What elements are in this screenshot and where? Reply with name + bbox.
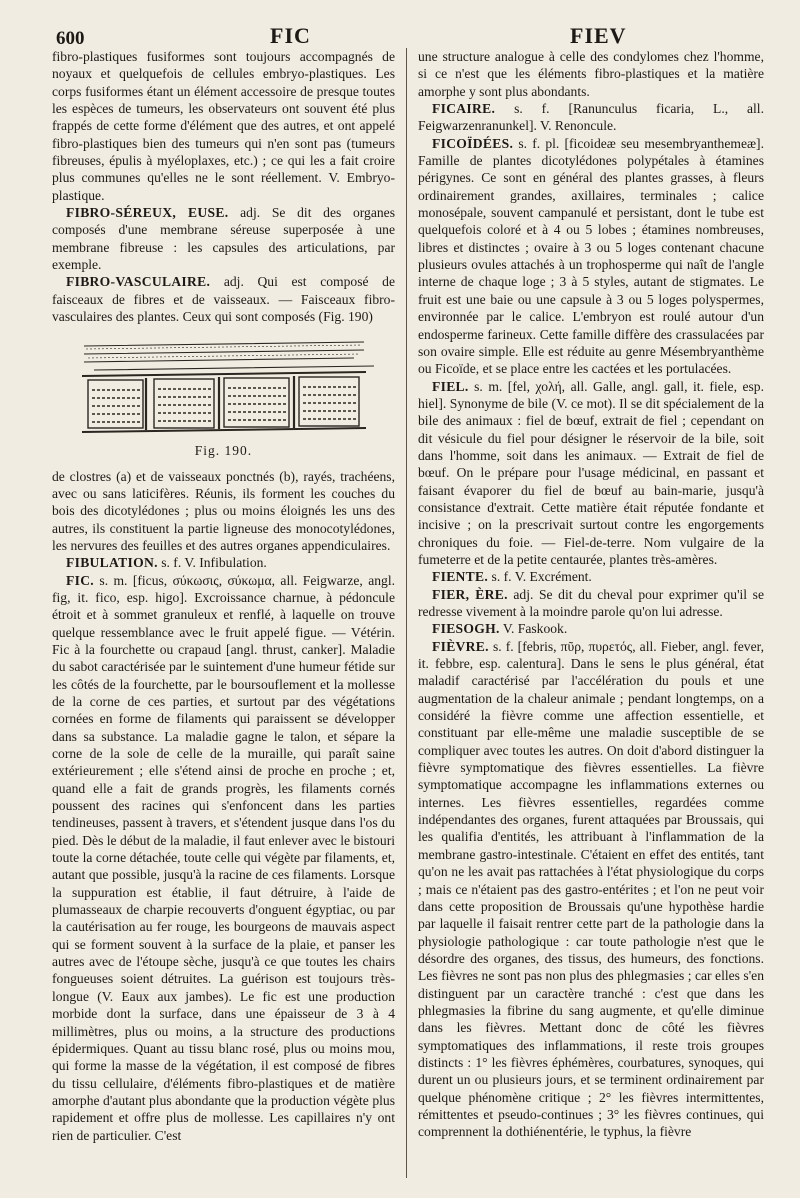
right-column (418, 48, 764, 1184)
right-running-head: FIEV (570, 23, 627, 48)
entry-ficoidees (418, 135, 764, 378)
left-running-head: FIC (270, 23, 311, 48)
figure-190 (52, 332, 395, 464)
entry-fiesogh (418, 620, 764, 637)
page-number: 600 (56, 28, 85, 49)
definition: s. f. V. Excrément. (488, 569, 592, 585)
page-header (50, 22, 760, 50)
fibro-vascular-engraving (74, 332, 374, 440)
headword: FIER, ÈRE. (432, 586, 508, 602)
headword: FIBULATION. (66, 555, 158, 571)
headword: FICAIRE. (432, 101, 496, 117)
definition: adj. Se dit des organes composés d'une membrane séreuse superposée à une membrane fibreuse : les capsules des articulations, par exemple. (52, 205, 395, 273)
entry-fibro-sereux (52, 204, 395, 273)
definition: s. f. pl. [ficoideæ seu mesembryanthemeæ]. Famille de plantes dicotylédones polypétales à étamines périgynes. Ce sont en général des plantes grasses, à fleurs ordinairement grandes, axillaires, terminales ; calice monosépale, souvent campanulé et persistant, dont le tube est quelquefois coloré et à 4 ou 5 lobes ; étamines nombreuses, libres et distinctes ; ovaire à 3 ou 5 loges contenant chacune plusieurs ovules attachés à un trophosperme qui naît de l'angle interne de chaque loge ; 3 à 5 styles, autant de stigmates. Le fruit est une baie ou une capsule à 3 ou 5 loges polyspermes, environnée par le calice. L'embryon est roulé autour d'un endosperme farineux. Cette famille diffère des crassulacées par son ovaire simple. Elle est réduite au genre Mésembryanthème ou Ficoïde, et se place entre les cactées et les portulacées. (418, 135, 764, 377)
entry-fic (52, 572, 395, 1144)
entry-fic-continuation: une structure analogue à celle des condylomes chez l'homme, si ce n'est que les éléments fibro-plastiques et la matière amorphe y sont plus abondants. (418, 49, 764, 99)
definition: V. Faskook. (499, 621, 568, 637)
column-divider (406, 48, 407, 1178)
entry-fier (418, 586, 764, 621)
headword: FIBRO-VASCULAIRE. (66, 274, 211, 290)
headword: FIEL. (432, 378, 469, 394)
headword: FIC. (66, 572, 95, 588)
headword: FIESOGH. (432, 621, 500, 637)
entry-ficaire (418, 100, 764, 135)
figure-caption: Fig. 190. (194, 442, 253, 458)
definition: s. f. [Ranunculus ficaria, L., all. Feigwarzenranunkel]. V. Renoncule. (418, 101, 764, 134)
entry-fibro-vasculaire (52, 273, 395, 325)
entry-fibro-vasculaire-continuation: de clostres (a) et de vaisseaux ponctnés (b), rayés, trachéens, avec ou sans laticifères. Réunis, ils forment les couches du bois des dicotylédones ; plus ou moins éloignés les uns des autres, ils constituent la partie ligneuse des monocotylédones, les nervures des feuilles et des autres organes appendiculaires. (52, 468, 395, 553)
definition: adj. Qui est composé de faisceaux de fibres et de vaisseaux. — Faisceaux fibro-vasculaires des plantes. Ceux qui sont composés (Fig. 190) (52, 274, 395, 325)
headword: FIÈVRE. (432, 638, 489, 654)
entry-fibulation (52, 554, 395, 571)
definition: s. f. V. Infibulation. (157, 555, 267, 571)
entry-fibro-plastique-continuation: fibro-plastiques fusiformes sont toujours accompagnés de noyaux et quelquefois de cellules embryo-plastiques. Les corps fusiformes étant un élément accessoire de presque toutes les espèces de tumeurs, les observateurs ont souvent été plus frappés de cette forme d'élément que des autres, et ont appelé fibro-plastiques bien des tumeurs qui n'en sont pas (tumeurs fibreuses, épulis à myéloplaxes, etc.) ; ce qui les a fait croire plus communes qu'elles ne le sont réellement. V. Embryo-plastique. (52, 49, 395, 203)
entry-fievre (418, 638, 764, 1141)
definition: s. m. [fel, χολή, all. Galle, angl. gall, it. fiele, esp. hiel]. Synonyme de bile (V. ce mot). Il se dit spécialement de la bile des animaux : fiel de bœuf, extrait de fiel ; cependant on dit vésicule du fiel pour désigner le réservoir de la bile, soit dans l'homme, soit dans les animaux. — Extrait de fiel de bœuf. On le prépare pour l'usage médicinal, en passant et faisant évaporer du fiel de bœuf au bain-marie, jusqu'à consistance d'extrait. Cette matière était réputée fondante et incisive ; on la prescrivait surtout contre les engorgements chroniques du foie. — Fiel-de-terre. Nom vulgaire de la fumeterre et de la petite centaurée, plantes très-amères. (418, 378, 764, 567)
headword: FIBRO-SÉREUX, EUSE. (66, 205, 229, 221)
definition: s. f. [febris, πῦρ, πυρετός, all. Fieber, angl. fever, it. febbre, esp. calentura]. Dans le sens le plus général, état maladif caractérisé par l'accélération du pouls et une augmentation de la chaleur animale ; pendant longtemps, on a considéré la fièvre comme une affection essentielle, et constituant par elle-même une maladie susceptible de se compliquer avec toutes les autres. On doit d'abord distinguer la fièvre symptomatique des fièvres essentielles. La fièvre symptomatique accompagne les inflammations externes ou internes. Les fièvres essentielles, regardées comme indépendantes des organes, furent attaquées par Broussais, qui les qualifia d'entités, les attribuant à l'inflammation de la membrane gastro-intestinale. C'étaient en effet des entités, tant qu'on ne les avait pas rattachées à l'état physiologique du corps ; mais ce n'étaient pas des gastro-entérites ; et l'on ne peut voir dans cette proposition de Broussais qu'une hypothèse hardie par laquelle il faisait rentrer cette part de la pathologie dans la physiologie pathologique : car toute pathologie n'est que le désordre des organes, des tissus, des humeurs, des fonctions. Les fièvres ne sont pas non plus des phlegmasies ; car elles s'en distinguent par un caractère tranché : c'est que dans les phlegmasies la fibrine du sang augmente, et qu'elle diminue dans les fièvres. Mettant donc de côté les fièvres symptomatiques des inflammations, il reste trois groupes distincts : 1° les fièvres éphémères, courbatures, synoques, qui durent un ou plusieurs jours, et se terminent ordinairement par quelque phénomène critique ; 2° les fièvres intermittentes, rémittentes et pseudo-continues ; 3° les fièvres continues, qui comprennent la dothiénentérie, le typhus, la fièvre (418, 638, 764, 1140)
entry-fiente (418, 568, 764, 585)
definition: s. m. [ficus, σύκωσις, σύκωμα, all. Feigwarze, angl. fig, it. fico, esp. higo]. Excroissance charnue, à pédoncule étroit et à sommet granuleux et renflé, à laquelle on trouve quelque ressemblance avec le fruit appelé figue. — Vétérin. Fic à la fourchette ou crapaud [angl. thrust, canker]. Maladie du sabot caractérisée par le suintement d'une humeur fétide sur les côtés de la fourchette, par le boursouflement et la mollesse de la corne de ces parties, et surtout par des végétations cornées en forme de filaments qui paraissent se développer dans sa substance. La maladie gagne le talon, et sépare la corne de la sole de celle de la muraille, qui paraît saine extérieurement ; elle s'étend ainsi de proche en proche ; et, quand elle a fait de grands progrès, les filaments cornés poussent des racines qui s'enfoncent dans les parties tendineuses, passent à travers, et s'étendent jusque dans l'os du pied. Dès le début de la maladie, il faut enlever avec le bistouri toute la corne détachée, toute celle qui végète par filaments, et, autant que possible, jusqu'à la racine de ces filaments. Lorsque la suppuration est établie, il faut détruire, à l'aide de plumasseaux de charpie recouverts d'onguent égyptiac, ou par la cautérisation au fer rouge, les bourgeons de mauvais aspect qui se forment souvent à la surface de la plaie, et panser les autres avec de l'étoupe sèche, jusqu'à ce que toutes les chairs fongueuses soient détruites. La guérison est toujours très-longue (V. Eaux aux jambes). Le fic est une production morbide dont la surface, dans une épaisseur de 3 à 4 millimètres, plus ou moins, a la structure des productions épidermiques. Quant au tissu blanc rosé, plus ou moins mou, qui forme la masse de la végétation, il est composé de fibres du tissu cellulaire, d'éléments fibro-plastiques et de matière amorphe d'autant plus abondante que la production végète plus rapidement et offre plus de mollesse. Les capillaires n'y ont rien de particulier. C'est (52, 572, 395, 1143)
definition: adj. Se dit du cheval pour exprimer qu'il se redresse vivement à la moindre parole qu'on lui adresse. (418, 586, 764, 619)
left-column (52, 48, 395, 1184)
headword: FIENTE. (432, 569, 489, 585)
entry-fiel (418, 378, 764, 569)
headword: FICOÏDÉES. (432, 135, 514, 151)
